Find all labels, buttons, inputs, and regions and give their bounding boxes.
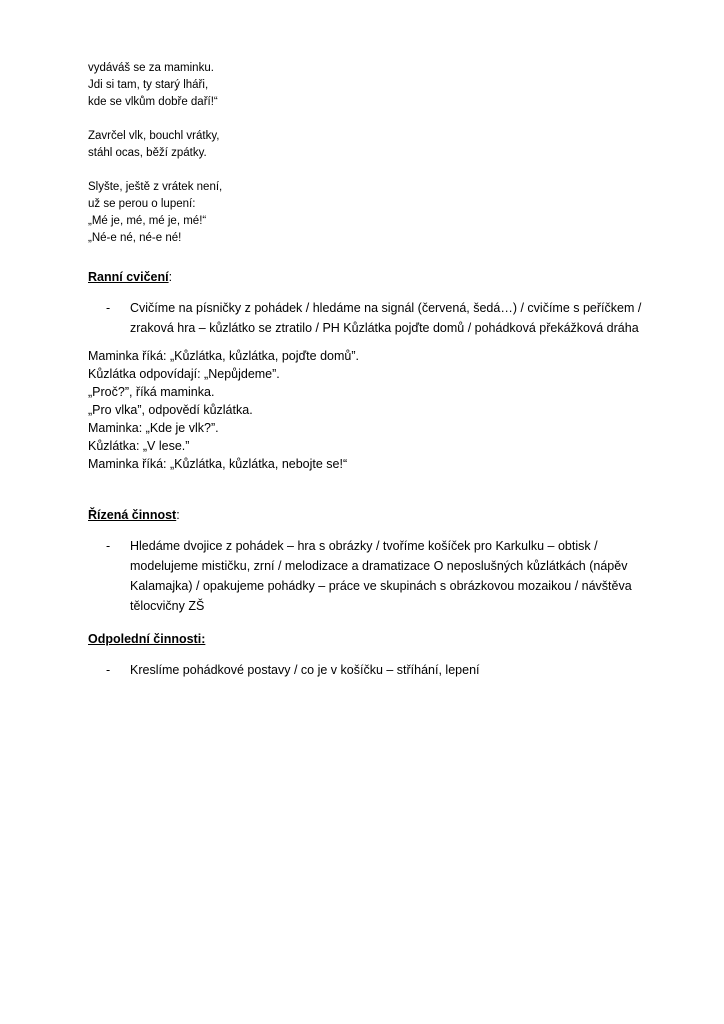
section-odpoledni-cinnosti [88, 630, 648, 680]
heading-colon: : [168, 270, 173, 284]
bullet-item [88, 536, 648, 616]
poem-line: Jdi si tam, ty starý lháři, [88, 79, 209, 91]
dialog-line: Maminka říká: „Kůzlátka, kůzlátka, nebojte se!“ [88, 457, 348, 471]
section-heading-text: Odpolední činnosti: [88, 632, 206, 646]
section-heading-text: Řízená činnost [88, 508, 177, 522]
poem-line: vydáváš se za maminku. [88, 62, 214, 74]
heading-colon: : [176, 508, 180, 522]
bullet-dash: - [106, 301, 111, 315]
bullet-item [88, 298, 648, 338]
poem [88, 60, 222, 264]
dialog-block [88, 347, 359, 473]
poem-stanza [88, 60, 222, 111]
bullet-dash: - [106, 539, 111, 553]
dialog-line: Kůzlátka: „V lese.” [88, 439, 190, 453]
poem-stanza [88, 179, 222, 247]
section-heading [88, 630, 648, 648]
poem-line: kde se vlkům dobře daří!“ [88, 96, 218, 108]
bullet-text: Hledáme dvojice z pohádek – hra s obrázky / tvoříme košíček pro Karkulku – obtisk / modelujeme mističku, zrní / melodizace a dramatizace O neposlušných kůzlátkách (nápěv Kalamajka) / opakujeme pohádky – práce ve skupinách s obrázkovou mozaikou / návštěva tělocvičny ZŠ [130, 539, 632, 613]
poem-line: Slyšte, ještě z vrátek není, [88, 181, 223, 193]
bullet-item [88, 660, 648, 680]
dialog-line: „Pro vlka”, odpovědí kůzlátka. [88, 403, 253, 417]
dialog-line: Maminka říká: „Kůzlátka, kůzlátka, pojďte domů”. [88, 349, 359, 363]
dialog-line: Maminka: „Kde je vlk?”. [88, 421, 219, 435]
bullet-text: Kreslíme pohádkové postavy / co je v košíčku – stříhání, lepení [130, 663, 480, 677]
section-ranni-cviceni [88, 268, 648, 338]
poem-line: už se perou o lupení: [88, 198, 196, 210]
poem-line: „Mé je, mé, mé je, mé!“ [88, 215, 207, 227]
section-heading-text: Ranní cvičení [88, 270, 169, 284]
bullet-text: Cvičíme na písničky z pohádek / hledáme na signál (červená, šedá…) / cvičíme s peříčkem / zraková hra – kůzlátko se ztratilo / PH Kůzlátka pojďte domů / pohádková překážková dráha [130, 301, 642, 335]
section-rizena-cinnost [88, 506, 648, 616]
bullet-dash: - [106, 663, 111, 677]
poem-stanza [88, 128, 222, 162]
section-heading [88, 268, 648, 286]
poem-line: Zavrčel vlk, bouchl vrátky, [88, 130, 220, 142]
section-heading [88, 506, 648, 524]
dialog-line: „Proč?”, říká maminka. [88, 385, 215, 399]
poem-line: stáhl ocas, běží zpátky. [88, 147, 207, 159]
poem-line: „Né-e né, né-e né! [88, 232, 182, 244]
dialog-line: Kůzlátka odpovídají: „Nepůjdeme”. [88, 367, 280, 381]
